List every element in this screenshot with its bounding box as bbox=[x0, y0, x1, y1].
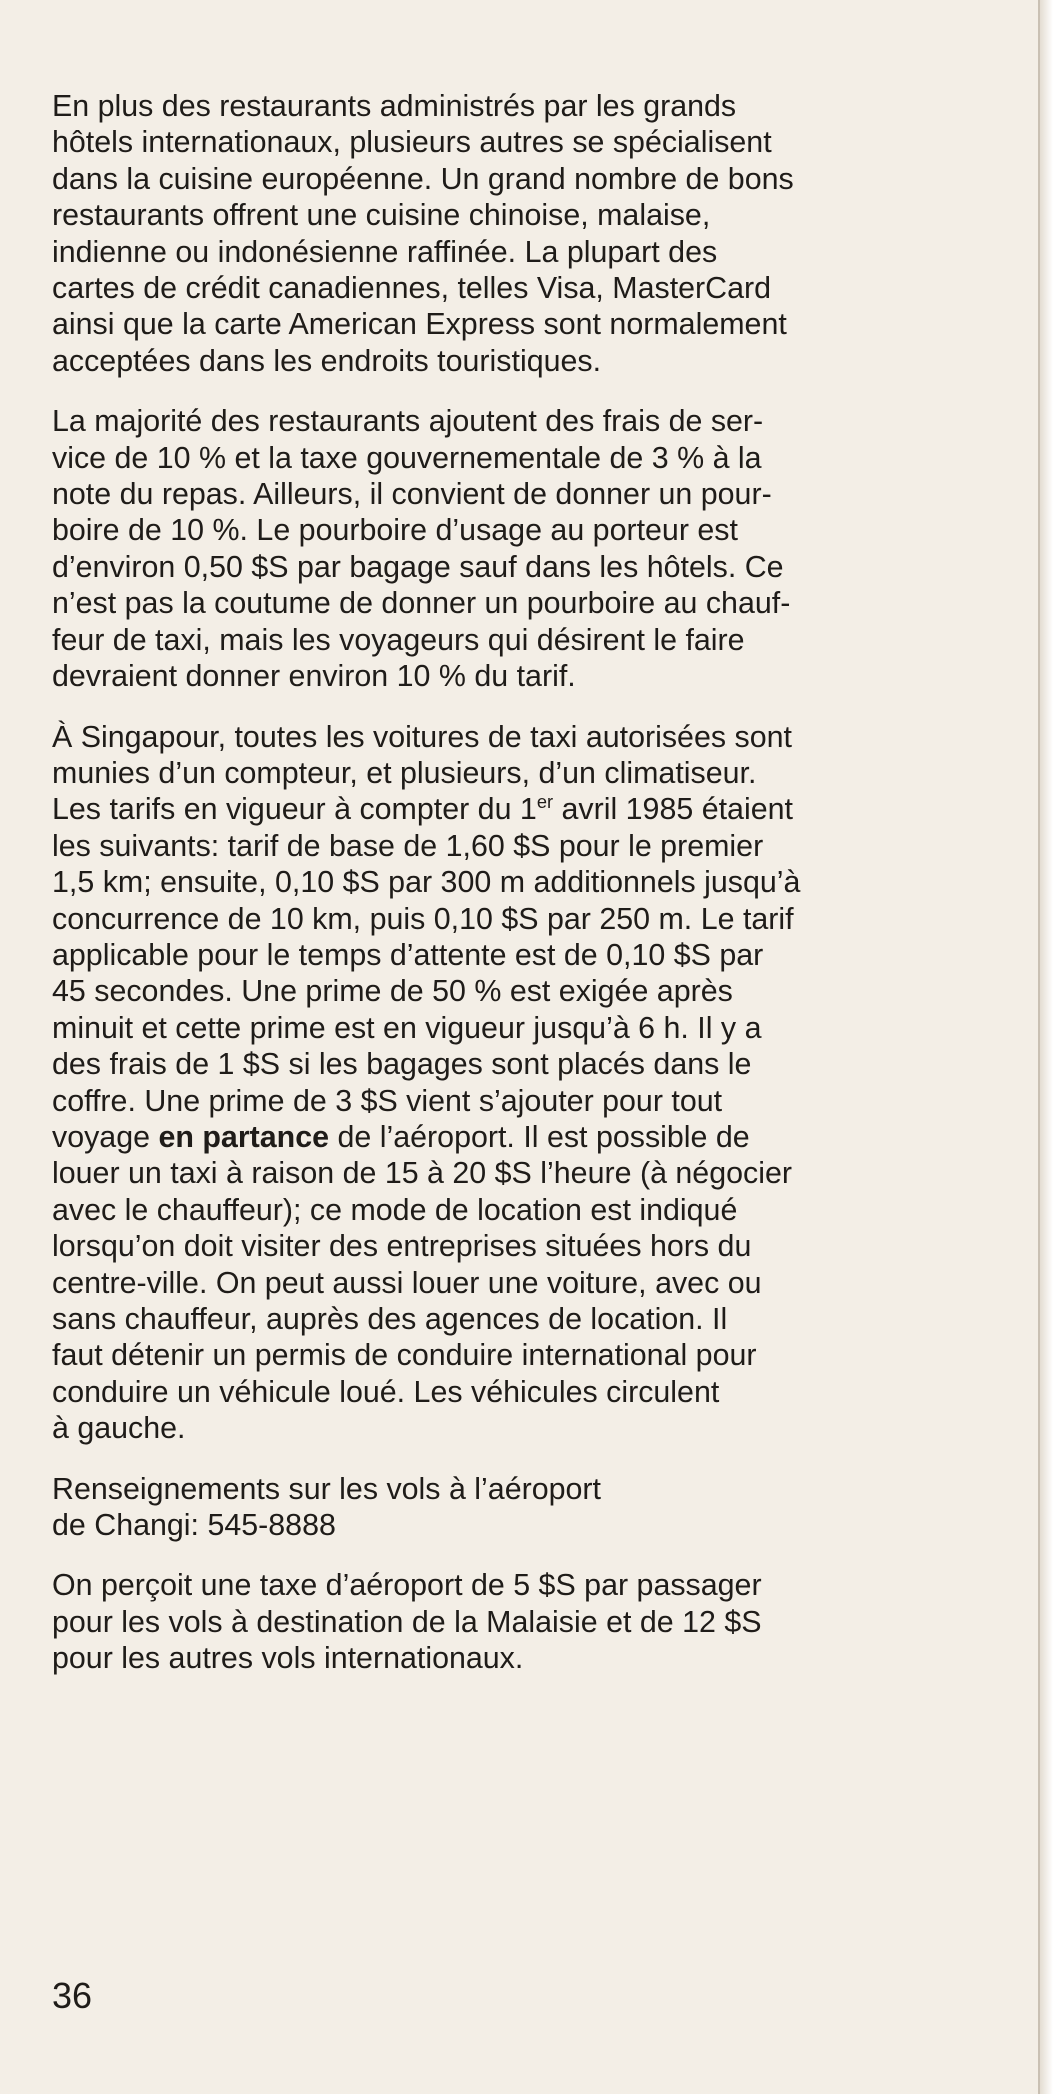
paragraph bbox=[52, 1471, 1012, 1544]
paragraph bbox=[52, 403, 1012, 694]
text-line: les suivants: tarif de base de 1,60 $S pour le premier bbox=[52, 828, 764, 863]
text-line: n’est pas la coutume de donner un pourboire au chauf- bbox=[52, 586, 791, 621]
body-text bbox=[52, 88, 1012, 1701]
text-line: On perçoit une taxe d’aéroport de 5 $S par passager bbox=[52, 1568, 762, 1603]
text-line: louer un taxi à raison de 15 à 20 $S l’heure (à négocier bbox=[52, 1156, 792, 1191]
text-line: hôtels internationaux, plusieurs autres se spécialisent bbox=[52, 125, 772, 160]
text-line: de Changi: 545-8888 bbox=[52, 1508, 336, 1543]
text-line: pour les vols à destination de la Malaisie et de 12 $S bbox=[52, 1604, 762, 1639]
text-line: sans chauffeur, auprès des agences de location. Il bbox=[52, 1302, 728, 1336]
text-line: vice de 10 % et la taxe gouvernementale de 3 % à la bbox=[52, 440, 762, 475]
paragraph bbox=[52, 719, 1012, 1447]
text-line: indienne ou indonésienne raffinée. La plupart des bbox=[52, 234, 718, 269]
text-line: d’environ 0,50 $S par bagage sauf dans les hôtels. Ce bbox=[52, 549, 784, 584]
paragraph bbox=[52, 1567, 1012, 1676]
paragraph bbox=[52, 88, 1012, 379]
text-line: cartes de crédit canadiennes, telles Visa, MasterCard bbox=[52, 271, 772, 306]
text-line: À Singapour, toutes les voitures de taxi autorisées sont bbox=[52, 719, 792, 754]
text-line: conduire un véhicule loué. Les véhicules circulent bbox=[52, 1374, 720, 1409]
text-line: Les tarifs en vigueur à compter du 1er avril 1985 étaient bbox=[52, 791, 793, 827]
text-line: applicable pour le temps d’attente est de 0,10 $S par bbox=[52, 937, 764, 972]
text-line: à gauche. bbox=[52, 1411, 186, 1446]
text-line: ainsi que la carte American Express sont normalement bbox=[52, 307, 787, 342]
text-line: centre-ville. On peut aussi louer une voiture, avec ou bbox=[52, 1265, 762, 1300]
text-line: note du repas. Ailleurs, il convient de donner un pour- bbox=[52, 477, 772, 512]
text-line: 1,5 km; ensuite, 0,10 $S par 300 m additionnels jusqu’à bbox=[52, 865, 801, 900]
text-line: coffre. Une prime de 3 $S vient s’ajouter pour tout bbox=[52, 1083, 723, 1118]
text-line: feur de taxi, mais les voyageurs qui désirent le faire bbox=[52, 622, 745, 657]
text-line: En plus des restaurants administrés par les grands bbox=[52, 89, 737, 123]
text-line: La majorité des restaurants ajoutent des frais de ser- bbox=[52, 404, 764, 439]
text-line: 45 secondes. Une prime de 50 % est exigée après bbox=[52, 974, 733, 1009]
text-line: munies d’un compteur, et plusieurs, d’un climatiseur. bbox=[52, 755, 757, 790]
text-line: Renseignements sur les vols à l’aéroport bbox=[52, 1471, 601, 1506]
text-line: minuit et cette prime est en vigueur jusqu’à 6 h. Il y a bbox=[52, 1010, 762, 1045]
text-line: devraient donner environ 10 % du tarif. bbox=[52, 659, 576, 694]
text-line: acceptées dans les endroits touristiques. bbox=[52, 343, 602, 378]
text-line: avec le chauffeur); ce mode de location est indiqué bbox=[52, 1192, 738, 1227]
text-line: dans la cuisine européenne. Un grand nombre de bons bbox=[52, 161, 794, 196]
text-line: lorsqu’on doit visiter des entreprises situées hors du bbox=[52, 1229, 752, 1264]
text-line: boire de 10 %. Le pourboire d’usage au porteur est bbox=[52, 513, 738, 548]
text-line: concurrence de 10 km, puis 0,10 $S par 250 m. Le tarif bbox=[52, 901, 794, 936]
text-line: faut détenir un permis de conduire international pour bbox=[52, 1338, 757, 1373]
text-line: pour les autres vols internationaux. bbox=[52, 1641, 524, 1676]
text-line: des frais de 1 $S si les bagages sont placés dans le bbox=[52, 1047, 752, 1082]
page-number: 36 bbox=[52, 1975, 93, 2016]
text-line: restaurants offrent une cuisine chinoise, malaise, bbox=[52, 198, 711, 233]
text-line: voyage en partance de l’aéroport. Il est possible de bbox=[52, 1119, 750, 1154]
